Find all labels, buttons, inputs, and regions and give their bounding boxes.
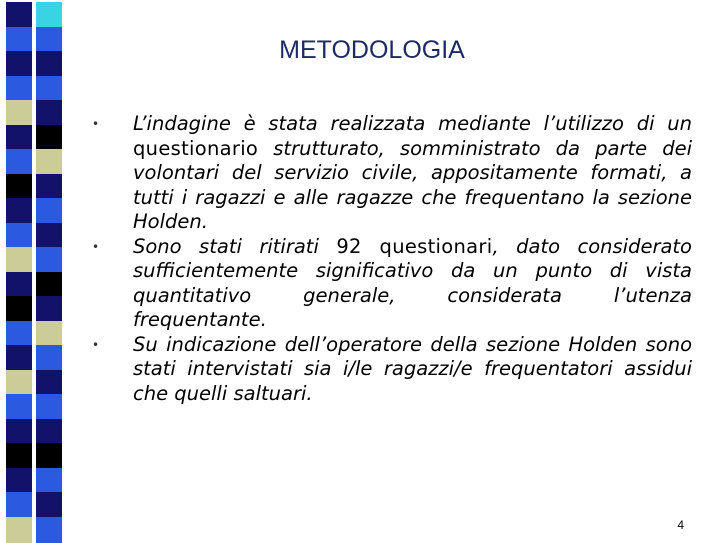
decorative-square xyxy=(36,370,62,396)
decorative-square xyxy=(6,492,32,518)
decorative-square xyxy=(36,100,62,126)
decorative-square xyxy=(6,468,32,494)
decorative-square xyxy=(6,149,32,175)
decorative-square xyxy=(36,76,62,102)
bullet-text-part: Sono stati ritirati xyxy=(133,234,337,258)
bullet-text-part: , dato considerato sufficientemente significativo da un punto di vista quantitativo generale, considerata l’utenza frequentante. xyxy=(133,234,692,331)
decorative-square xyxy=(36,296,62,322)
bullet-emphasis: questionario xyxy=(133,136,259,160)
decorative-square xyxy=(36,2,62,28)
decorative-square xyxy=(36,419,62,445)
decorative-square xyxy=(36,517,62,543)
decorative-square-stripe xyxy=(0,0,64,540)
page-number: 4 xyxy=(677,518,684,532)
decorative-square xyxy=(6,345,32,371)
decorative-square xyxy=(6,321,32,347)
decorative-square xyxy=(6,296,32,322)
decorative-square xyxy=(36,174,62,200)
decorative-square xyxy=(36,223,62,249)
decorative-square xyxy=(6,443,32,469)
decorative-square xyxy=(36,394,62,420)
decorative-square xyxy=(36,443,62,469)
decorative-square xyxy=(36,247,62,273)
decorative-square xyxy=(6,125,32,151)
bullet-marker: • xyxy=(92,117,100,131)
decorative-square xyxy=(36,321,62,347)
decorative-square xyxy=(6,272,32,298)
bullet-list xyxy=(92,112,692,406)
decorative-square xyxy=(6,174,32,200)
bullet-text-part: Su indicazione dell’operatore della sezione Holden sono stati intervistati sia i/le ragazzi/e frequentatori assidui che quelli saltuari. xyxy=(133,332,692,405)
bullet-emphasis: 92 questionari xyxy=(336,234,493,258)
decorative-square xyxy=(6,223,32,249)
bullet-marker: • xyxy=(92,239,100,254)
bullet-text-1 xyxy=(133,112,692,235)
bullet-text-part: L’indagine è stata realizzata mediante l’utilizzo di un xyxy=(133,112,692,135)
bullet-marker: • xyxy=(92,337,100,352)
decorative-square xyxy=(6,370,32,396)
bullet-item-3 xyxy=(92,333,692,407)
bullet-text-2 xyxy=(133,235,692,333)
decorative-square xyxy=(6,419,32,445)
decorative-square xyxy=(36,149,62,175)
decorative-square xyxy=(36,272,62,298)
bullet-text-part: strutturato, somministrato da parte dei volontari del servizio civile, appositamente formati, a tutti i ragazzi e alle ragazze che frequentano la sezione Holden. xyxy=(133,136,692,233)
bullet-item-2 xyxy=(92,235,692,333)
decorative-square xyxy=(36,198,62,224)
decorative-square xyxy=(6,247,32,273)
decorative-square xyxy=(36,468,62,494)
decorative-square xyxy=(6,198,32,224)
slide-title: METODOLOGIA xyxy=(279,36,465,64)
decorative-square xyxy=(36,345,62,371)
decorative-square xyxy=(36,125,62,151)
decorative-square xyxy=(6,394,32,420)
decorative-square xyxy=(6,100,32,126)
bullet-item-1 xyxy=(92,112,692,235)
decorative-square xyxy=(6,76,32,102)
decorative-square xyxy=(6,517,32,543)
decorative-square xyxy=(6,2,32,28)
bullet-text-3 xyxy=(133,333,692,407)
decorative-square xyxy=(36,492,62,518)
